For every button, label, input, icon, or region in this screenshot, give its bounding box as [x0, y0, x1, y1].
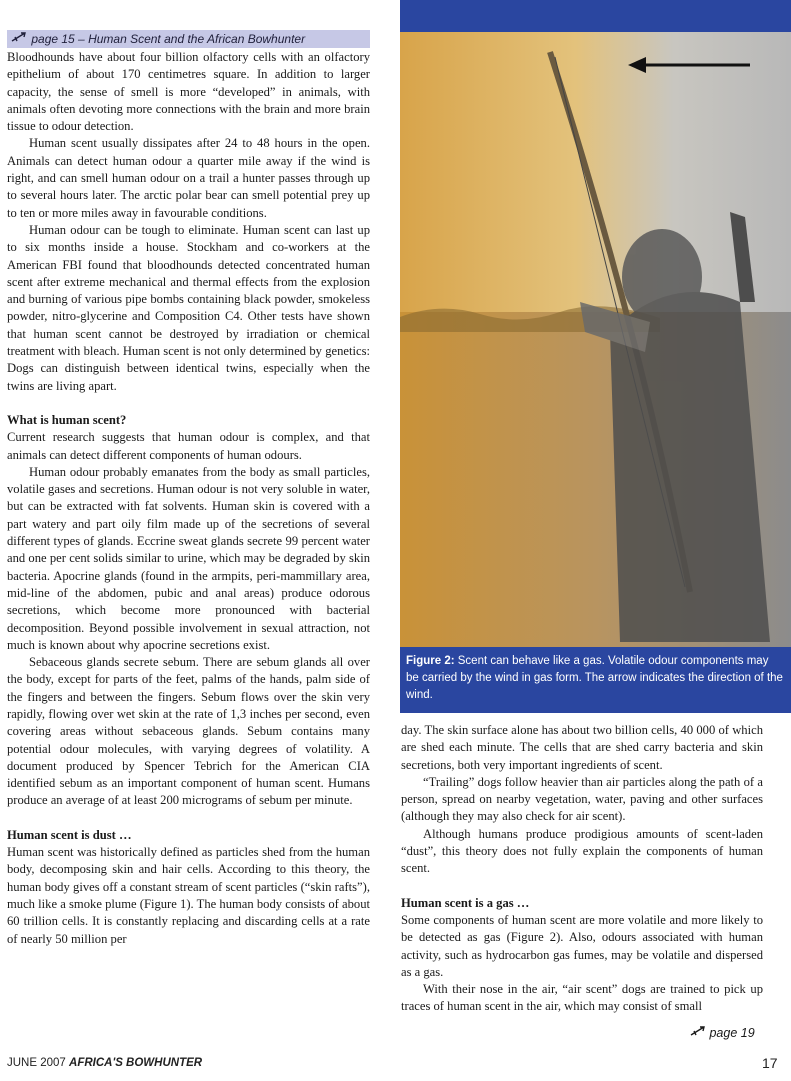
page-number: 17 — [762, 1055, 778, 1071]
continuation-header — [7, 30, 370, 48]
paragraph: Although humans produce prodigious amounts of scent-laden “dust”, this theory does not fully explain the components of human scent. — [401, 826, 763, 876]
paragraph: “Trailing” dogs follow heavier than air particles along the path of a person, spread on nearby vegetation, water, paving and other surfaces (although they may also check for air scent). — [401, 774, 763, 824]
left-column — [7, 49, 370, 948]
paragraph: Some components of human scent are more volatile and more likely to be detected as gas (Figure 2). Also, odours associated with human activity, such as hydrocarbon gas fumes, may be volatile and dispersed as a gas. — [401, 912, 763, 979]
section-heading: Human scent is dust … — [7, 827, 132, 842]
archer-arrow-icon — [690, 1025, 706, 1037]
paragraph: Human scent usually dissipates after 24 to 48 hours in the open. Animals can detect human odour a quarter mile away if the wind is right, and can smell human odour on a trail a hunter passes through up to several hours later. The arctic polar bear can smell potential prey up to ten or more miles away in favourable conditions. — [7, 136, 370, 220]
continued-on-link[interactable] — [690, 1025, 755, 1040]
paragraph: Human odour probably emanates from the body as small particles, volatile gases and secretions. Human odour is not very soluble in water, but can be extracted with fat solvents. Human skin is covered with a part watery and part oily film made up of the secretions of several different types of glands. Eccrine sweat glands secrete 99 percent water and one per cent solids similar to urine, which may be degraded by skin bacteria. Apocrine glands (found in the armpits, peri-mammillary area, mid-line of the abdomen, pubic and anal areas) produce odorous secretions, which become more pronounced with bacterial decomposition. Beyond possible involvement in sexual attraction, not much is known about why apocrine secretions exist. — [7, 464, 370, 652]
paragraph: Current research suggests that human odour is complex, and that animals can detect different components of human odours. — [7, 430, 370, 462]
paragraph: Human odour can be tough to eliminate. Human scent can last up to six months inside a house. Stockham and co-workers at the American FBI found that bloodhounds detected concentrated human scent after extreme mechanical and thermal effects from the explosion and burning of various pipe bombs containing black powder, smokeless powder, nitro-glycerine and Composition C4. Other tests have shown that human scent cannot be destroyed by irradiation or chemical treatment with bleach. Human scent is not only determined by genetics: Dogs can distinguish between identical twins, especially when the twins are living apart. — [7, 222, 370, 393]
section-heading: Human scent is a gas … — [401, 895, 530, 910]
caption-text: Scent can behave like a gas. Volatile odour components may be carried by the wind in gas form. The arrow indicates the direction of the wind. — [406, 655, 783, 701]
paragraph: Human scent was historically defined as particles shed from the human body, decomposing skin and hair cells. According to this theory, the human body gives off a constant stream of scent particles (“skin rafts”), much like a smoke plume (Figure 1). The human body consists of about 60 trillion cells. It is constantly replacing and discarding cells at a rate of nearly 50 million per — [7, 845, 370, 946]
continuation-text: page 15 – Human Scent and the African Bowhunter — [31, 32, 306, 46]
next-page-text: page 19 — [709, 1026, 755, 1040]
top-color-bar — [400, 0, 791, 32]
section-heading: What is human scent? — [7, 412, 127, 427]
footer-magazine: AFRICA'S BOWHUNTER — [69, 1057, 203, 1069]
bowhunter-photo — [400, 32, 791, 647]
archer-arrow-icon — [10, 30, 28, 48]
figure-caption — [400, 647, 791, 713]
right-column — [401, 722, 763, 1016]
paragraph: With their nose in the air, “air scent” dogs are trained to pick up traces of human scent in the air, which may consist of small — [401, 982, 763, 1014]
caption-label: Figure 2: — [406, 655, 455, 667]
paragraph: Sebaceous glands secrete sebum. There are sebum glands all over the body, except for parts of the feet, palms of the hands, palm side of the fingers and between the fingers. Sebum flows over the skin very rapidly, flowing over wet skin at the rate of 1,3 inches per second, even covering areas without sebaceous glands. Sebum contains many potential odour molecules, with varying degrees of volatility. A document produced by Spencer Tebrich for the American CIA identified sebum as an important component of human scent. Humans produce an average of at least 200 micrograms of sebum per minute. — [7, 655, 370, 808]
paragraph: day. The skin surface alone has about two billion cells, 40 000 of which are shed each minute. The cells that are shed carry bacteria and skin secretions, both very important ingredients of scent. — [401, 723, 763, 772]
footer-issue — [7, 1057, 202, 1069]
footer-date: JUNE 2007 — [7, 1057, 70, 1069]
paragraph: Bloodhounds have about four billion olfactory cells with an olfactory epithelium of about 170 centimetres square. In addition to larger capacity, the sense of smell is more “developed” in animals, with animals often devoting more connections with the brain and more brain tissue to odour detection. — [7, 50, 370, 134]
